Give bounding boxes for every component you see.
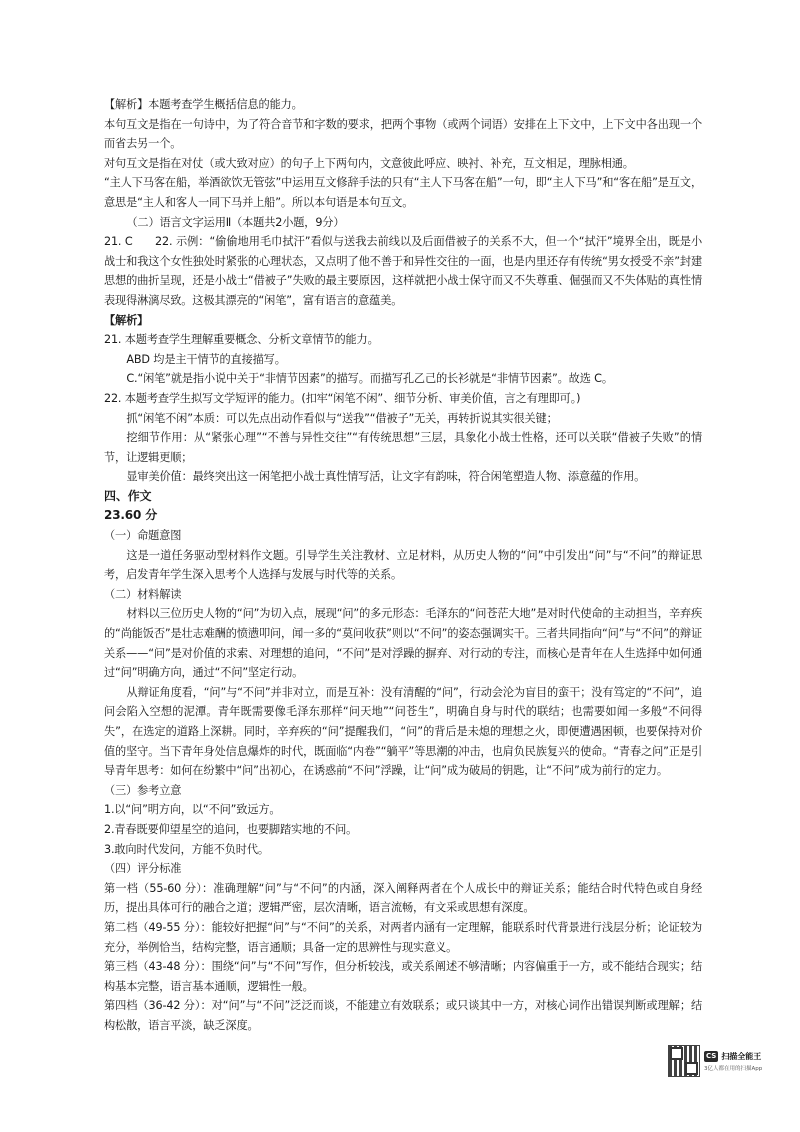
paragraph-19: 材料以三位历史人物的“问”为切入点，展现“问”的多元形态：毛泽东的“问苍茫大地”是对时代使命的主动担当，辛弃疾的“尚能饭否”是壮志难酬的愤懑叩问，闻一多的“莫问收获”则以“不问”的姿态强调实干。三者共同指向“问”与“不问”的辩证关系——“问”是对价值的求索、对理想的追问，“不问”是对浮躁的摒弃、对行动的专注，而核心是青年在人生选择中如何通过“问”明确方向，通过“不问”坚定行动。	[104, 607, 702, 680]
paragraph-7: 21. 本题考查学生理解重要概念、分析文章情节的能力。	[104, 333, 379, 347]
paragraph-12: 挖细节作用：从“紧张心理”“不善与异性交往”“有传统思想”三层，具象化小战士性格，还可以关联“借被子失败”的情节，让逻辑更顺；	[104, 431, 702, 464]
paragraph-24: 3.敢向时代发问，方能不负时代。	[104, 842, 269, 856]
paragraph-22: 1.以“问”明方向，以“不问”致远方。	[104, 803, 281, 817]
paragraph-27: 第二档（49-55 分）：能较好把握“问”与“不问”的关系，对两者内涵有一定理解，能联系时代背景进行浅层分析；论证较为充分，举例恰当，结构完整，语言通顺；具备一定的思辨性与现实意义。	[104, 920, 702, 954]
paragraph-11: 抓“闲笔不闲”本质：可以先点出动作看似与“送我”“借被子”无关，再转折说其实很关键；	[126, 411, 558, 425]
paragraph-18: （二）材料解读	[104, 587, 182, 601]
scanner-watermark	[668, 1041, 778, 1081]
brand-name: 扫描全能王	[721, 1051, 762, 1061]
paragraph-29: 第四档（36-42 分）：对“问”与“不问”泛泛而谈，不能建立有效联系；或只谈其中一方，对核心词作出错误判断或理解；结构松散，语言平淡，缺乏深度。	[104, 999, 702, 1032]
document-body	[104, 95, 702, 1036]
paragraph-1: 本句互文是指在一句诗中，为了符合音节和字数的要求，把两个事物（或两个词语）安排在上下文中，上下文中各出现一个而省去另一个。	[104, 117, 702, 151]
paragraph-26: 第一档（55-60 分）：准确理解“问”与“不问”的内涵，深入阐释两者在个人成长中的辩证关系；能结合时代特色或自身经历，提出具体可行的融合之道；逻辑严密，层次清晰，语言流畅，有文采或思想有深度。	[104, 881, 702, 915]
brand-block	[704, 1051, 762, 1072]
camscanner-logo-icon: CS	[706, 1051, 717, 1060]
paragraph-6: 【解析】	[104, 313, 149, 327]
paragraph-8: ABD 均是主干情节的直接描写。	[126, 352, 286, 366]
paragraph-4: （二）语言文字运用Ⅱ（本题共2小题，9分）	[126, 215, 345, 229]
paragraph-3: “主人下马客在船，举酒欲饮无管弦”中运用互文修辞手法的只有“主人下马客在船”一句，即“主人下马”和“客在船”是互文，意思是“主人和客人一同下马并上船”。所以本句语是本句互文。	[104, 176, 702, 209]
brand-tagline: 3亿人都在用的扫描App	[704, 1065, 763, 1072]
paragraph-17: 这是一道任务驱动型材料作文题。引导学生关注教材、立足材料，从历史人物的“问”中引发出“问”与“不问”的辩证思考，启发青年学生深入思考个人选择与发展与时代等的关系。	[104, 548, 702, 582]
paragraph-0: 【解析】本题考查学生概括信息的能力。	[104, 98, 303, 111]
paragraph-14: 四、作文	[104, 488, 152, 503]
qr-code-icon	[668, 1045, 700, 1077]
paragraph-16: （一）命题意图	[104, 529, 182, 543]
paragraph-13: 显审美价值：最终突出这一闲笔把小战士真性情写活，让文字有韵味，符合闲笔塑造人物、添意蕴的作用。	[126, 470, 646, 484]
paragraph-10: 22. 本题考查学生拟写文学短评的能力。(扣牢“闲笔不闲”、细节分析、审美价值，言之有理即可。)	[104, 391, 581, 405]
paragraph-20: 从辩证角度看，“问”与“不问”并非对立，而是互补：没有清醒的“问”，行动会沦为盲目的蛮干；没有笃定的“不问”，追问会陷入空想的泥潭。青年既需要像毛泽东那样“问天地”“问苍生”，明确自身与时代的联结；也需要如闻一多般“不问得失”，在选定的道路上深耕。同时，辛弃疾的“问”提醒我们，“问”的背后是未熄的理想之火，即便遭遇困顿，也要保持对价值的坚守。当下青年身处信息爆炸的时代，既面临“内卷”“躺平”等思潮的冲击，也肩负民族复兴的使命。“青春之问”正是引导青年思考：如何在纷繁中“问”出初心，在诱惑前“不问”浮躁，让“问”成为破局的钥匙，让“不问”成为前行的定力。	[104, 685, 702, 778]
paragraph-5: 21. C 22. 示例：“偷偷地用毛巾拭汗”看似与送我去前线以及后面借被子的关系不大，但一个“拭汗”境界全出，既是小战士和我这个女性独处时紧张的心理状态，又点明了他不善于和异性交往的一面，也是内里还存有传统“男女授受不亲”封建思想的曲折呈现，还是小战士“借被子”失败的最主要原因，这样就把小战士保守而又不失尊重、倔强而又不失体贴的真性情表现得淋漓尽致。这极其漂亮的“闲笔”，富有语言的意蕴美。	[104, 235, 702, 307]
paragraph-25: （四）评分标准	[104, 862, 182, 876]
paragraph-23: 2.青春既要仰望星空的追问，也要脚踏实地的不问。	[104, 822, 358, 836]
paragraph-15: 23.60 分	[104, 508, 158, 523]
paragraph-2: 对句互文是指在对仗（或大致对应）的句子上下两句内，文意彼此呼应、映衬、补充，互文相足，理脉相通。	[104, 156, 634, 170]
paragraph-21: （三）参考立意	[104, 783, 182, 797]
paragraph-9: C.“闲笔”就是指小说中关于“非情节因素”的描写。而描写孔乙己的长衫就是“非情节因素”。故选 C。	[126, 372, 613, 386]
paragraph-28: 第三档（43-48 分）：围绕“问”与“不问”写作，但分析较浅，或关系阐述不够清晰；内容偏重于一方，或不能结合现实；结构基本完整，语言基本通顺，逻辑性一般。	[104, 960, 702, 993]
